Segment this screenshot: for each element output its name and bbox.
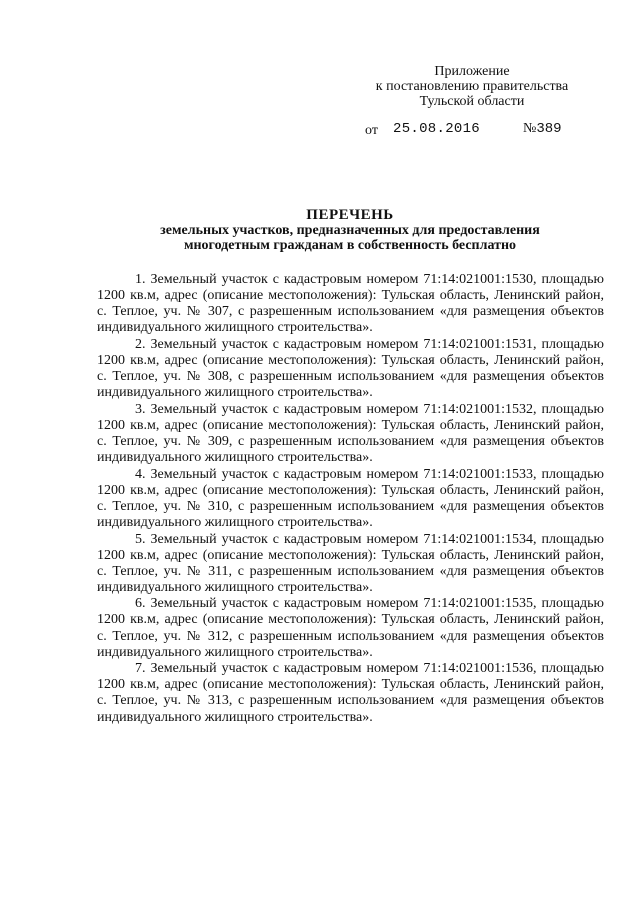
appendix-line: Тульской области bbox=[419, 94, 525, 109]
document-title bbox=[80, 208, 620, 253]
list-item: 5. Земельный участок с кадастровым номером 71:14:021001:1534, площадью 1200 кв.м, адрес (описание местоположения): Тульская область, Ленинский район, с. Теплое, уч. № 311, с разрешенным использованием «для размещения объектов индивидуального жилищного строительства». bbox=[97, 531, 604, 595]
title-subtitle-line: земельных участков, предназначенных для предоставления bbox=[160, 223, 540, 238]
list-item: 4. Земельный участок с кадастровым номером 71:14:021001:1533, площадью 1200 кв.м, адрес (описание местоположения): Тульская область, Ленинский район, с. Теплое, уч. № 310, с разрешенным использованием «для размещения объектов индивидуального жилищного строительства». bbox=[97, 466, 604, 530]
order-date-number bbox=[365, 121, 605, 139]
list-item: 7. Земельный участок с кадастровым номером 71:14:021001:1536, площадью 1200 кв.м, адрес (описание местоположения): Тульская область, Ленинский район, с. Теплое, уч. № 313, с разрешенным использованием «для размещения объектов индивидуального жилищного строительства». bbox=[97, 661, 604, 725]
title-heading: ПЕРЕЧЕНЬ bbox=[306, 207, 394, 223]
title-subtitle-line: многодетным гражданам в собственность бесплатно bbox=[183, 238, 517, 253]
list-item: 3. Земельный участок с кадастровым номером 71:14:021001:1532, площадью 1200 кв.м, адрес (описание местоположения): Тульская область, Ленинский район, с. Теплое, уч. № 309, с разрешенным использованием «для размещения объектов индивидуального жилищного строительства». bbox=[97, 401, 604, 466]
land-plot-list bbox=[97, 272, 604, 726]
appendix-header bbox=[360, 64, 584, 109]
appendix-line: к постановлению правительства bbox=[375, 79, 569, 94]
list-item: 6. Земельный участок с кадастровым номером 71:14:021001:1535, площадью 1200 кв.м, адрес (описание местоположения): Тульская область, Ленинский район, с. Теплое, уч. № 312, с разрешенным использованием «для размещения объектов индивидуального жилищного строительства». bbox=[97, 596, 604, 660]
number-value: 389 bbox=[536, 121, 562, 137]
list-item: 1. Земельный участок с кадастровым номером 71:14:021001:1530, площадью 1200 кв.м, адрес (описание местоположения): Тульская область, Ленинский район, с. Теплое, уч. № 307, с разрешенным использованием «для размещения объектов индивидуального жилищного строительства». bbox=[97, 272, 604, 336]
order-number bbox=[523, 121, 562, 137]
number-sign: № bbox=[523, 121, 537, 136]
date-prefix: от bbox=[365, 123, 378, 138]
list-item: 2. Земельный участок с кадастровым номером 71:14:021001:1531, площадью 1200 кв.м, адрес (описание местоположения): Тульская область, Ленинский район, с. Теплое, уч. № 308, с разрешенным использованием «для размещения объектов индивидуального жилищного строительства». bbox=[97, 336, 604, 401]
appendix-line: Приложение bbox=[434, 64, 510, 79]
order-date: 25.08.2016 bbox=[393, 121, 481, 137]
